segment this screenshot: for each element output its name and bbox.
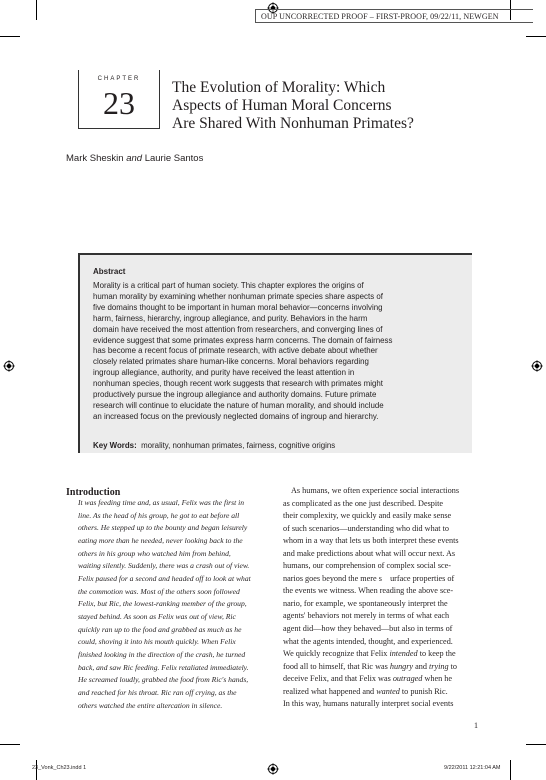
text-line: humans, our comprehension of complex social sce- xyxy=(283,561,452,571)
abstract-line: human morality by examining whether nonhuman primate species share aspects of xyxy=(93,291,383,301)
text-line: and reached for his throat. Ric ran off crying, as the xyxy=(78,687,237,697)
text-line xyxy=(283,661,478,674)
text-line: nario, for example, we spontaneously interpret the xyxy=(283,598,448,608)
text-run: when he xyxy=(422,674,452,684)
text-line: others. He stepped up to the bounty and began leisurely xyxy=(78,523,248,533)
emphasis: wanted xyxy=(376,686,400,696)
emphasis: trying xyxy=(429,661,449,671)
text-line: of such scenarios—understanding who did what to xyxy=(283,523,449,533)
abstract-top-rule xyxy=(80,253,472,255)
text-line xyxy=(283,648,478,661)
chapter-title xyxy=(172,79,492,133)
text-line: agents' behaviors not merely in terms of what each xyxy=(283,611,450,621)
abstract-keywords xyxy=(93,441,335,450)
abstract-line: harm, fairness, hierarchy, ingroup allegiance, and purity. Behaviors in the harm xyxy=(93,313,368,323)
keywords-label: Key Words: xyxy=(93,441,137,450)
emphasis: intended xyxy=(389,649,418,659)
abstract-line: five domains thought to be important in human moral behavior—concerns involving xyxy=(93,302,383,312)
text-run: to xyxy=(448,661,457,671)
abstract-line: domain have received the most attention from researchers, and converging lines of xyxy=(93,324,383,334)
section-heading: Introduction xyxy=(66,487,121,498)
text-line: back, and saw Ric feeding. Felix retaliated immediately. xyxy=(78,662,249,672)
abstract-line: productively pursue the ingroup allegiance and authority domains. Future primate xyxy=(93,390,377,400)
emphasis: outraged xyxy=(392,674,423,684)
text-line: line. As the head of his group, he got to eat before all xyxy=(78,510,240,520)
abstract-line: an increased focus on the previously neglected domains of ingroup and hierarchy. xyxy=(93,411,379,421)
text-line: and make predictions about what will occur next. As xyxy=(283,548,456,558)
text-run: deceive Felix, and that Felix was xyxy=(283,674,393,684)
registration-mark-icon xyxy=(267,763,279,775)
crop-mark xyxy=(510,760,511,780)
abstract-box xyxy=(78,253,472,453)
text-line xyxy=(283,673,478,686)
text-line: others watched the entire altercation in silence. xyxy=(78,700,223,710)
text-run: to punish Ric. xyxy=(399,686,448,696)
text-line xyxy=(283,686,478,699)
text-run: to keep the xyxy=(417,649,456,659)
text-line: narios goes beyond the mere s urface properties of xyxy=(283,573,455,583)
page-number: 1 xyxy=(474,721,478,730)
abstract-line: has become a recent focus of primate research, with active debate about whether xyxy=(93,346,378,356)
crop-mark xyxy=(526,744,546,745)
author-name: Mark Sheskin xyxy=(66,153,124,164)
text-run: We quickly recognize that Felix xyxy=(283,649,390,659)
crop-mark xyxy=(526,36,546,37)
text-line: He screamed loudly, grabbed the food from Ric's hands, xyxy=(78,675,249,685)
text-line: quickly ran up to the food and grabbed as much as he xyxy=(78,624,242,634)
abstract-heading: Abstract xyxy=(93,267,126,276)
slug-date: 9/22/2011 12:21:04 AM xyxy=(444,765,501,771)
text-run: food all to himself, that Ric was xyxy=(283,661,390,671)
abstract-line: nonhuman species, though recent work suggests that research with primates might xyxy=(93,379,383,389)
chapter-label: CHAPTER xyxy=(97,76,141,82)
abstract-line: evidence suggest that some primates express harm concerns. The domain of fairness xyxy=(93,335,393,345)
crop-mark xyxy=(0,744,20,745)
registration-mark-icon xyxy=(531,360,543,372)
text-line: the commotion was. Most of the others soon followed xyxy=(78,586,240,596)
text-line: finished looking in the direction of the crash, he turned xyxy=(78,649,246,659)
text-line: stayed behind. As soon as Felix was out of view, Ric xyxy=(78,611,236,621)
abstract-line: research will continue to elucidate the nature of human morality, and should include xyxy=(93,400,384,410)
text-line: As humans, we often experience social interactions xyxy=(291,486,460,495)
chapter-number: 23 xyxy=(103,85,135,121)
text-line: the events we witness. When reading the above sce- xyxy=(283,586,454,596)
text-line: their complexity, we quickly and easily make sense xyxy=(283,511,452,521)
text-run: and xyxy=(413,661,429,671)
abstract-text xyxy=(93,281,463,423)
text-line: others in his group who watched him from behind, xyxy=(78,548,231,558)
text-line: In this way, humans naturally interpret social events xyxy=(283,699,454,709)
title-line: The Evolution of Morality: Which xyxy=(172,79,386,96)
keywords-text: morality, nonhuman primates, fairness, cognitive origins xyxy=(141,441,336,450)
text-line: Felix, but Ric, the lowest-ranking member of the group, xyxy=(78,599,247,609)
text-line: waiting silently. Suddenly, there was a crash out of view. xyxy=(78,561,250,571)
author-conjunction: and xyxy=(126,153,143,164)
crop-mark xyxy=(36,0,37,20)
abstract-line: closely related primates share human-like concerns. Moral behaviors regarding xyxy=(93,357,369,367)
body-column xyxy=(283,485,478,711)
text-line: whom in a way that lets us both interpret these events xyxy=(283,536,459,546)
text-line: Felix paused for a second and headed off to look at what xyxy=(78,573,251,583)
epigraph-column xyxy=(78,497,268,712)
emphasis: hungry xyxy=(389,661,414,671)
text-run: realized what happened and xyxy=(283,686,377,696)
text-line: agent did—how they behaved—but also in terms of xyxy=(283,624,453,634)
proof-label: OUP UNCORRECTED PROOF – FIRST-PROOF, 09/22/11, NEWGEN xyxy=(255,9,533,23)
slug-file: 23_Vonk_Ch23.indd 1 xyxy=(32,765,87,771)
abstract-line: ingroup allegiance, authority, and purity have received the least attention in xyxy=(93,368,355,378)
abstract-line: Morality is a critical part of human society. This chapter explores the origins of xyxy=(93,281,364,290)
registration-mark-icon xyxy=(3,360,15,372)
text-line: It was feeding time and, as usual, Felix was the first in xyxy=(78,498,244,507)
text-line: as complicated as the one just described. Despite xyxy=(283,498,444,508)
title-line: Aspects of Human Moral Concerns xyxy=(172,97,392,114)
crop-mark xyxy=(0,36,20,37)
title-line: Are Shared With Nonhuman Primates? xyxy=(172,115,414,132)
chapter-box xyxy=(78,70,160,129)
text-line: eating more than he needed, never looking back to the xyxy=(78,535,243,545)
authors xyxy=(66,153,203,164)
text-line: what the agents intended, thought, and experienced. xyxy=(283,636,453,646)
text-line: could, shoving it into his mouth quickly. When Felix xyxy=(78,637,236,647)
author-name: Laurie Santos xyxy=(144,153,204,164)
